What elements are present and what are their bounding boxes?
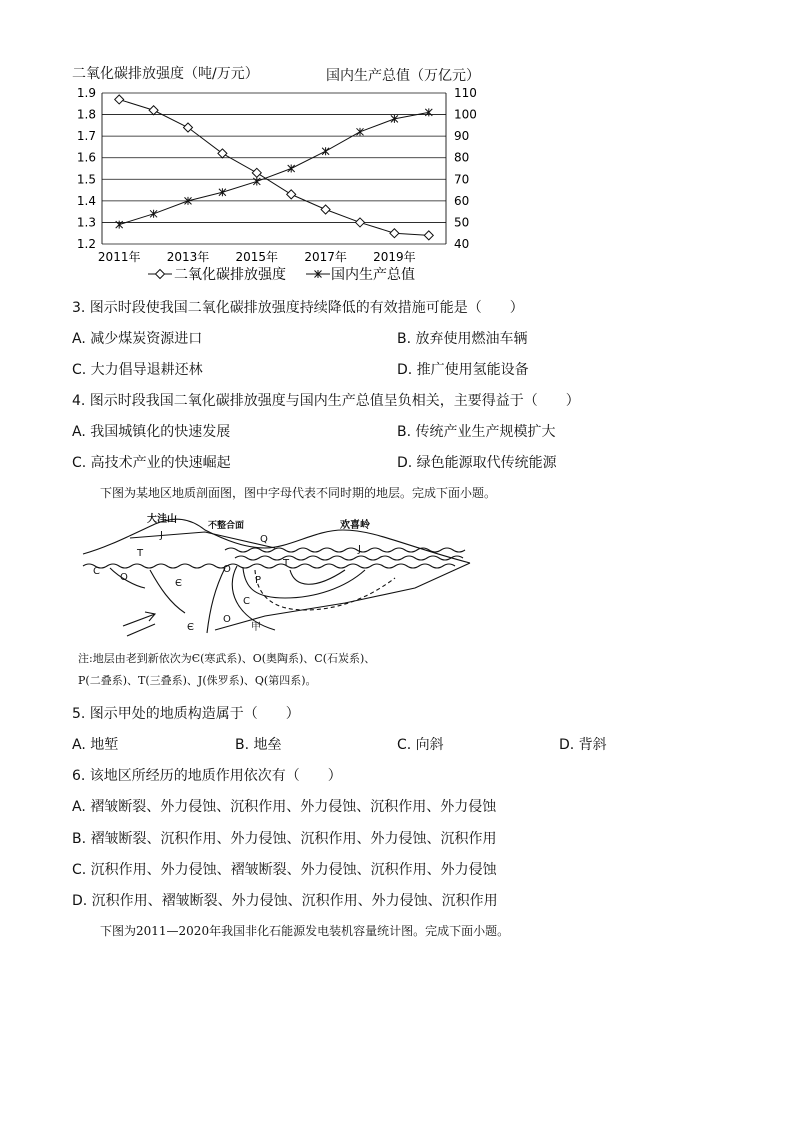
q3-option-a[interactable]: A. 减少煤炭资源进口 xyxy=(72,331,203,347)
legend-co2-marker xyxy=(156,270,165,279)
x-tick-label: 2015年 xyxy=(235,250,279,264)
right-tick-label: 110 xyxy=(454,86,477,100)
line-chart xyxy=(0,0,794,300)
label-c-center: C xyxy=(243,596,250,607)
left-tick-label: 1.6 xyxy=(76,150,96,165)
gdp-point xyxy=(357,128,364,136)
label-t-left: T xyxy=(137,548,144,559)
q5-option-d[interactable]: D. 背斜 xyxy=(559,737,607,753)
left-tick-label: 1.9 xyxy=(76,86,96,100)
label-j-right: J xyxy=(358,544,361,555)
q3-option-d[interactable]: D. 推广使用氢能设备 xyxy=(397,362,529,378)
q3-option-b[interactable]: B. 放弃使用燃油车辆 xyxy=(397,331,528,347)
x-tick-label: 2019年 xyxy=(373,250,416,264)
gdp-point xyxy=(150,210,157,218)
q6-option-b[interactable]: B. 褶皱断裂、沉积作用、外力侵蚀、沉积作用、外力侵蚀、沉积作用 xyxy=(72,831,497,847)
q3-option-c[interactable]: C. 大力倡导退耕还林 xyxy=(72,362,203,378)
geology-note-line-1: 注:地层由老到新依次为Є(寒武系)、O(奥陶系)、C(石炭系)、 xyxy=(78,652,376,665)
label-c-left: C xyxy=(93,566,100,577)
question-6-stem: 6. 该地区所经历的地质作用依次有（ ） xyxy=(72,768,342,784)
label-p: P xyxy=(255,575,262,586)
right-tick-label: 50 xyxy=(454,215,470,230)
q5-option-a[interactable]: A. 地堑 xyxy=(72,737,119,753)
label-e-upper: Є xyxy=(175,578,182,589)
right-tick-label: 40 xyxy=(454,237,470,251)
unconformity-line-1 xyxy=(83,564,455,568)
gdp-point xyxy=(288,165,295,173)
label-huanxiling: 欢喜岭 xyxy=(340,520,370,531)
co2-point xyxy=(252,168,261,177)
legend-gdp-label: 国内生产总值 xyxy=(331,267,415,283)
series-line-left xyxy=(119,99,429,235)
legend-co2-label: 二氧化碳排放强度 xyxy=(174,267,286,283)
label-j-left: J xyxy=(160,530,163,541)
question-3-stem: 3. 图示时段使我国二氧化碳排放强度持续降低的有效措施可能是（ ） xyxy=(72,300,524,316)
label-e-lower: Є xyxy=(187,622,194,633)
geology-cross-section xyxy=(75,508,495,648)
series-line-right xyxy=(119,112,429,224)
co2-point xyxy=(390,229,399,238)
left-tick-label: 1.7 xyxy=(76,129,96,144)
label-o-bottom: O xyxy=(223,614,231,625)
left-tick-label: 1.4 xyxy=(76,193,96,208)
co2-point xyxy=(287,190,296,199)
arrow-head xyxy=(145,612,155,621)
unconformity-line-3 xyxy=(235,556,463,560)
right-tick-label: 70 xyxy=(454,172,470,187)
label-q: Q xyxy=(260,534,268,545)
geology-intro: 下图为某地区地质剖面图，图中字母代表不同时期的地层。完成下面小题。 xyxy=(100,486,497,500)
x-tick-label: 2013年 xyxy=(166,250,210,264)
jt-boundary xyxy=(130,532,275,548)
right-tick-label: 80 xyxy=(454,150,470,165)
right-tick-label: 60 xyxy=(454,193,470,208)
x-tick-label: 2011年 xyxy=(97,250,141,264)
label-o-top: O xyxy=(223,564,231,575)
right-tick-label: 90 xyxy=(454,129,470,144)
label-dawashan: 大洼山 xyxy=(147,514,177,525)
q4-option-b[interactable]: B. 传统产业生产规模扩大 xyxy=(397,424,556,440)
q4-option-a[interactable]: A. 我国城镇化的快速发展 xyxy=(72,424,231,440)
q5-option-c[interactable]: C. 向斜 xyxy=(397,737,444,753)
co2-point xyxy=(424,231,433,240)
co2-point xyxy=(149,106,158,115)
co2-point xyxy=(115,95,124,104)
q6-option-d[interactable]: D. 沉积作用、褶皱断裂、外力侵蚀、沉积作用、外力侵蚀、沉积作用 xyxy=(72,893,498,909)
question-5-stem: 5. 图示甲处的地质构造属于（ ） xyxy=(72,706,300,722)
q6-option-c[interactable]: C. 沉积作用、外力侵蚀、褶皱断裂、外力侵蚀、沉积作用、外力侵蚀 xyxy=(72,862,497,878)
gdp-point xyxy=(219,188,226,196)
q6-option-a[interactable]: A. 褶皱断裂、外力侵蚀、沉积作用、外力侵蚀、沉积作用、外力侵蚀 xyxy=(72,799,497,815)
gdp-point xyxy=(322,147,329,155)
arrow-shaft-2 xyxy=(127,624,155,636)
label-jia: 甲 xyxy=(251,622,261,633)
label-o-left: O xyxy=(120,572,128,583)
q4-option-d[interactable]: D. 绿色能源取代传统能源 xyxy=(397,455,557,471)
left-axis-title: 二氧化碳排放强度（吨/万元） xyxy=(72,66,259,82)
co2-point xyxy=(356,218,365,227)
left-tick-label: 1.8 xyxy=(76,107,96,122)
left-tick-label: 1.2 xyxy=(76,237,96,251)
geology-note-line-2: P(二叠系)、T(三叠系)、J(侏罗系)、Q(第四系)。 xyxy=(78,674,317,687)
q4-option-c[interactable]: C. 高技术产业的快速崛起 xyxy=(72,455,231,471)
energy-chart-intro: 下图为2011—2020年我国非化石能源发电装机容量统计图。完成下面小题。 xyxy=(100,924,510,938)
label-unconformity: 不整合面 xyxy=(208,521,245,531)
co2-point xyxy=(184,123,193,132)
question-4-stem: 4. 图示时段我国二氧化碳排放强度与国内生产总值呈负相关，主要得益于（ ） xyxy=(72,393,580,409)
gdp-point xyxy=(253,177,260,185)
co2-point xyxy=(218,149,227,158)
co2-point xyxy=(321,205,330,214)
right-axis-title: 国内生产总值（万亿元） xyxy=(326,68,480,84)
left-tick-label: 1.5 xyxy=(76,172,96,187)
gdp-point xyxy=(116,221,123,229)
left-tick-label: 1.3 xyxy=(76,215,96,230)
right-tick-label: 100 xyxy=(454,107,477,122)
x-tick-label: 2017年 xyxy=(304,250,347,264)
label-t-right: T xyxy=(283,558,290,569)
q5-option-b[interactable]: B. 地垒 xyxy=(235,737,282,753)
